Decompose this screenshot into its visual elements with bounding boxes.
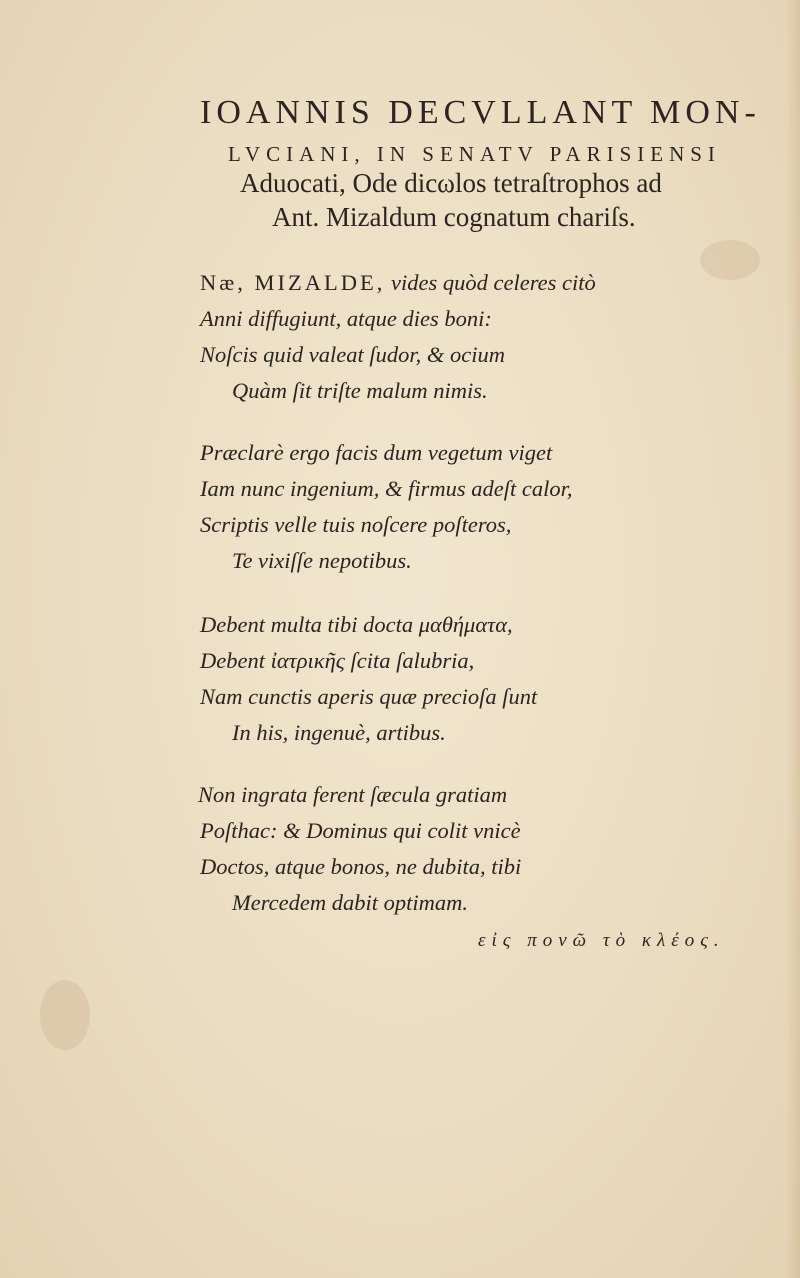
motto: εἰς πονῶ τὸ κλέος. xyxy=(478,930,725,951)
paper-stain xyxy=(700,240,760,280)
stanza-2-line-3: Scriptis velle tuis noſcere poſteros, xyxy=(200,512,512,537)
stanza-1-line-1 xyxy=(200,270,596,296)
stanza-2-line-2: Iam nunc ingenium, & firmus adeſt calor, xyxy=(200,476,573,501)
stanza-4-line-3: Doctos, atque bonos, ne dubita, tibi xyxy=(200,854,522,879)
stanza-2-line-1: Præclarè ergo facis dum vegetum viget xyxy=(200,440,553,465)
stanza-3-line-3: Nam cunctis aperis quæ precioſa ſunt xyxy=(200,684,538,709)
stanza-1-line-1-name: MIZALDE, xyxy=(254,270,386,295)
stanza-1-line-3: Noſcis quid valeat ſudor, & ocium xyxy=(200,342,505,367)
stanza-4-line-4: Mercedem dabit optimam. xyxy=(232,890,468,915)
stanza-3-line-1: Debent multa tibi docta μαθήματα, xyxy=(200,612,513,637)
heading-line-3: Aduocati, Ode dicωlos tetraſtrophos ad xyxy=(240,168,662,198)
stanza-3-line-4: In his, ingenuè, artibus. xyxy=(232,720,446,745)
stanza-1-line-1-rest: vides quòd celeres citò xyxy=(385,270,596,295)
stanza-4-line-1: Non ingrata ferent ſæcula gratiam xyxy=(198,782,508,807)
paper-stain xyxy=(40,980,90,1050)
heading-line-1: IOANNIS DECVLLANT MON- xyxy=(200,94,761,131)
heading-line-4: Ant. Mizaldum cognatum chariſs. xyxy=(272,202,636,232)
stanza-1-line-1-start: Næ, xyxy=(200,270,255,295)
stanza-4-line-2: Poſthac: & Dominus qui colit vnicè xyxy=(200,818,521,843)
stanza-3-line-2: Debent ἰατρικῆς ſcita ſalubria, xyxy=(200,648,475,673)
page-edge-shadow xyxy=(786,0,800,1278)
stanza-2-line-4: Te vixiſſe nepotibus. xyxy=(232,548,412,573)
stanza-1-line-4: Quàm ſit triſte malum nimis. xyxy=(232,378,488,403)
heading-line-2: LVCIANI, IN SENATV PARISIENSI xyxy=(228,142,721,166)
stanza-1-line-2: Anni diffugiunt, atque dies boni: xyxy=(200,306,492,331)
